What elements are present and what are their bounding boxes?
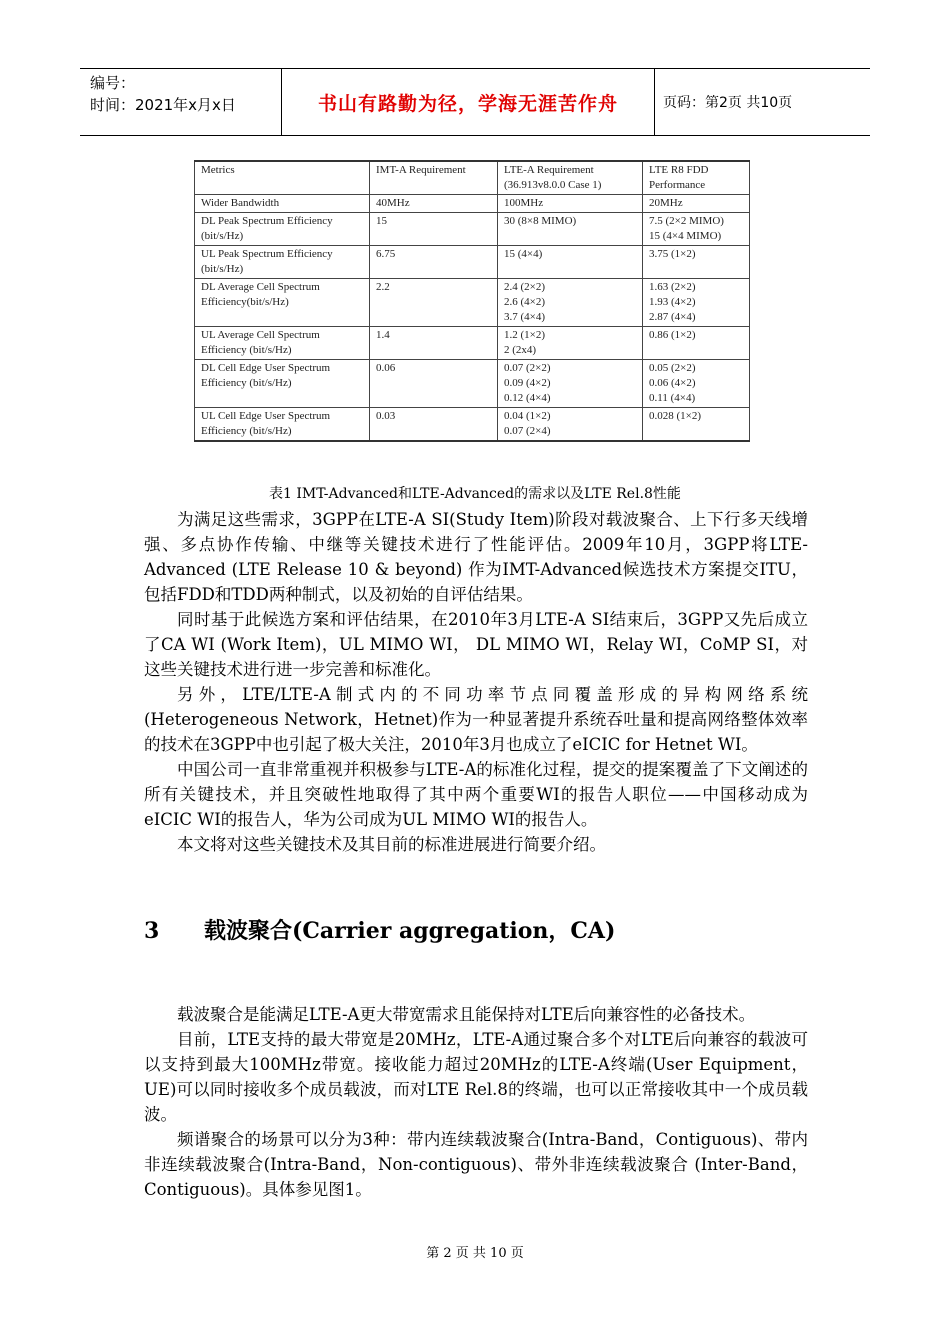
table-cell (643, 195, 750, 213)
table-row (195, 195, 750, 213)
header-meta (80, 69, 282, 135)
cell-line: 6.75 (376, 248, 396, 260)
cell-line: DL Average Cell Spectrum (201, 281, 320, 293)
table-cell (643, 246, 750, 279)
table-row (195, 246, 750, 279)
paragraph: 频谱聚合的场景可以分为3种：带内连续载波聚合(Intra-Band，Contiguous)、带内非连续载波聚合(Intra-Band，Non-contiguous)、带外非连续载波聚合 (Inter-Band，Contiguous)。具体参见图1。 (144, 1130, 808, 1199)
table-cell (370, 161, 498, 195)
table-cell (195, 360, 370, 408)
cell-line: 2 (2x4) (504, 344, 537, 356)
table-row (195, 360, 750, 408)
table-cell (498, 408, 643, 442)
cell-line: 0.11 (4×4) (649, 392, 696, 404)
cell-line: 3.7 (4×4) (504, 311, 546, 323)
cell-line: DL Cell Edge User Spectrum (201, 362, 331, 374)
cell-line: Performance (649, 179, 706, 191)
cell-line: 0.04 (1×2) (504, 410, 551, 422)
paragraph: 同时基于此候选方案和评估结果，在2010年3月LTE-A SI结束后，3GPP又先后成立了CA WI (Work Item)，UL MIMO WI， DL MIMO WI，Relay WI，CoMP SI，对这些关键技术进行进一步完善和标准化。 (144, 610, 808, 679)
cell-line: UL Peak Spectrum Efficiency (201, 248, 333, 260)
cell-line: Efficiency (bit/s/Hz) (201, 377, 292, 389)
table-cell (195, 213, 370, 246)
table-cell (195, 246, 370, 279)
cell-line: 2.2 (376, 281, 390, 293)
table-cell (498, 360, 643, 408)
table-cell (643, 161, 750, 195)
cell-line: 20MHz (649, 197, 683, 209)
table-cell (643, 327, 750, 360)
table-cell (370, 360, 498, 408)
cell-line: 2.4 (2×2) (504, 281, 546, 293)
page-header (80, 68, 870, 136)
cell-line: 0.07 (2×2) (504, 362, 551, 374)
table-header-row (195, 161, 750, 195)
cell-line: 0.07 (2×4) (504, 425, 551, 437)
cell-line: 2.87 (4×4) (649, 311, 696, 323)
cell-line: 0.09 (4×2) (504, 377, 551, 389)
cell-line: 1.2 (1×2) (504, 329, 546, 341)
table-cell (370, 213, 498, 246)
section-number: 3 (144, 918, 160, 944)
cell-line: 0.03 (376, 410, 396, 422)
cell-line: 0.06 (4×2) (649, 377, 696, 389)
table-cell (370, 327, 498, 360)
header-motto: 书山有路勤为径，学海无涯苦作舟 (282, 69, 655, 135)
metrics-table-figure (194, 160, 750, 466)
table-cell (498, 195, 643, 213)
cell-line: DL Peak Spectrum Efficiency (201, 215, 333, 227)
cell-line: 100MHz (504, 197, 544, 209)
cell-line: UL Average Cell Spectrum (201, 329, 320, 341)
table-cell (643, 279, 750, 327)
page-footer: 第 2 页 共 10 页 (426, 1246, 524, 1261)
cell-line: 15 (4×4 MIMO) (649, 230, 722, 242)
cell-line: Efficiency (bit/s/Hz) (201, 344, 292, 356)
cell-line: 0.028 (1×2) (649, 410, 702, 422)
table-row (195, 408, 750, 442)
table-cell (498, 161, 643, 195)
metrics-table (194, 160, 750, 442)
header-date: 时间：2021年x月x日 (90, 96, 236, 114)
table-cell (370, 246, 498, 279)
table-cell (498, 246, 643, 279)
cell-line: 3.75 (1×2) (649, 248, 696, 260)
cell-line: 15 (4×4) (504, 248, 543, 260)
table-cell (195, 195, 370, 213)
cell-line: Efficiency(bit/s/Hz) (201, 296, 289, 308)
header-page-info: 页码：第2页 共10页 (663, 95, 793, 111)
table-cell (370, 408, 498, 442)
table-cell (643, 360, 750, 408)
body-text-a (144, 507, 808, 857)
cell-line: 40MHz (376, 197, 410, 209)
paragraph: 目前，LTE支持的最大带宽是20MHz，LTE-A通过聚合多个对LTE后向兼容的载波可以支持到最大100MHz带宽。接收能力超过20MHz的LTE-A终端(User Equipment，UE)可以同时接收多个成员载波，而对LTE Rel.8的终端，也可以正常接收其中一个成员载波。 (144, 1030, 808, 1124)
table-cell (195, 161, 370, 195)
cell-line: 0.06 (376, 362, 396, 374)
table-caption: 表1 IMT-Advanced和LTE-Advanced的需求以及LTE Rel.8性能 (269, 486, 681, 502)
table-cell (498, 327, 643, 360)
cell-line: 0.86 (1×2) (649, 329, 696, 341)
cell-line: 1.93 (4×2) (649, 296, 696, 308)
table-row (195, 213, 750, 246)
table-cell (498, 213, 643, 246)
paragraph: 中国公司一直非常重视并积极参与LTE-A的标准化过程，提交的提案覆盖了下文阐述的所有关键技术，并且突破性地取得了其中两个重要WI的报告人职位——中国移动成为eICIC WI的报告人，华为公司成为UL MIMO WI的报告人。 (144, 760, 808, 829)
table-cell (195, 408, 370, 442)
cell-line: 1.63 (2×2) (649, 281, 696, 293)
cell-line: (36.913v8.0.0 Case 1) (504, 179, 602, 191)
table-row (195, 327, 750, 360)
table-cell (195, 279, 370, 327)
section-heading (144, 916, 615, 946)
cell-line: 30 (8×8 MIMO) (504, 215, 577, 227)
table-cell (370, 279, 498, 327)
section-title: 载波聚合(Carrier aggregation，CA) (204, 918, 616, 944)
cell-line: 1.4 (376, 329, 390, 341)
cell-line: 7.5 (2×2 MIMO) (649, 215, 724, 227)
cell-line: IMT-A Requirement (376, 164, 466, 176)
cell-line: LTE-A Requirement (504, 164, 594, 176)
cell-line: 2.6 (4×2) (504, 296, 546, 308)
cell-line: 0.12 (4×4) (504, 392, 551, 404)
cell-line: LTE R8 FDD (649, 164, 709, 176)
table-cell (195, 327, 370, 360)
table-cell (498, 279, 643, 327)
paragraph: 为满足这些需求，3GPP在LTE-A SI(Study Item)阶段对载波聚合、上下行多天线增强、多点协作传输、中继等关键技术进行了性能评估。2009年10月，3GPP将LTE-Advanced (LTE Release 10 & beyond) 作为IMT-Advanced候选技术方案提交ITU，包括FDD和TDD两种制式，以及初始的自评估结果。 (144, 510, 808, 604)
cell-line: Wider Bandwidth (201, 197, 280, 209)
table-cell (643, 408, 750, 442)
paragraph: 载波聚合是能满足LTE-A更大带宽需求且能保持对LTE后向兼容性的必备技术。 (177, 1005, 756, 1024)
paragraph: 本文将对这些关键技术及其目前的标准进展进行简要介绍。 (177, 835, 606, 854)
table-row (195, 279, 750, 327)
header-number-label: 编号： (90, 74, 136, 92)
cell-line: (bit/s/Hz) (201, 230, 244, 242)
cell-line: Metrics (201, 164, 235, 176)
table-cell (643, 213, 750, 246)
cell-line: 15 (376, 215, 387, 227)
cell-line: 0.05 (2×2) (649, 362, 696, 374)
cell-line: Efficiency (bit/s/Hz) (201, 425, 292, 437)
paragraph: 另外，LTE/LTE-A制式内的不同功率节点同覆盖形成的异构网络系统(Heterogeneous Network，Hetnet)作为一种显著提升系统吞吐量和提高网络整体效率的技术在3GPP中也引起了极大关注，2010年3月也成立了eICIC for Hetnet WI。 (144, 685, 808, 754)
body-text-b (144, 1002, 808, 1202)
table-cell (370, 195, 498, 213)
cell-line: (bit/s/Hz) (201, 263, 244, 275)
cell-line: UL Cell Edge User Spectrum (201, 410, 331, 422)
